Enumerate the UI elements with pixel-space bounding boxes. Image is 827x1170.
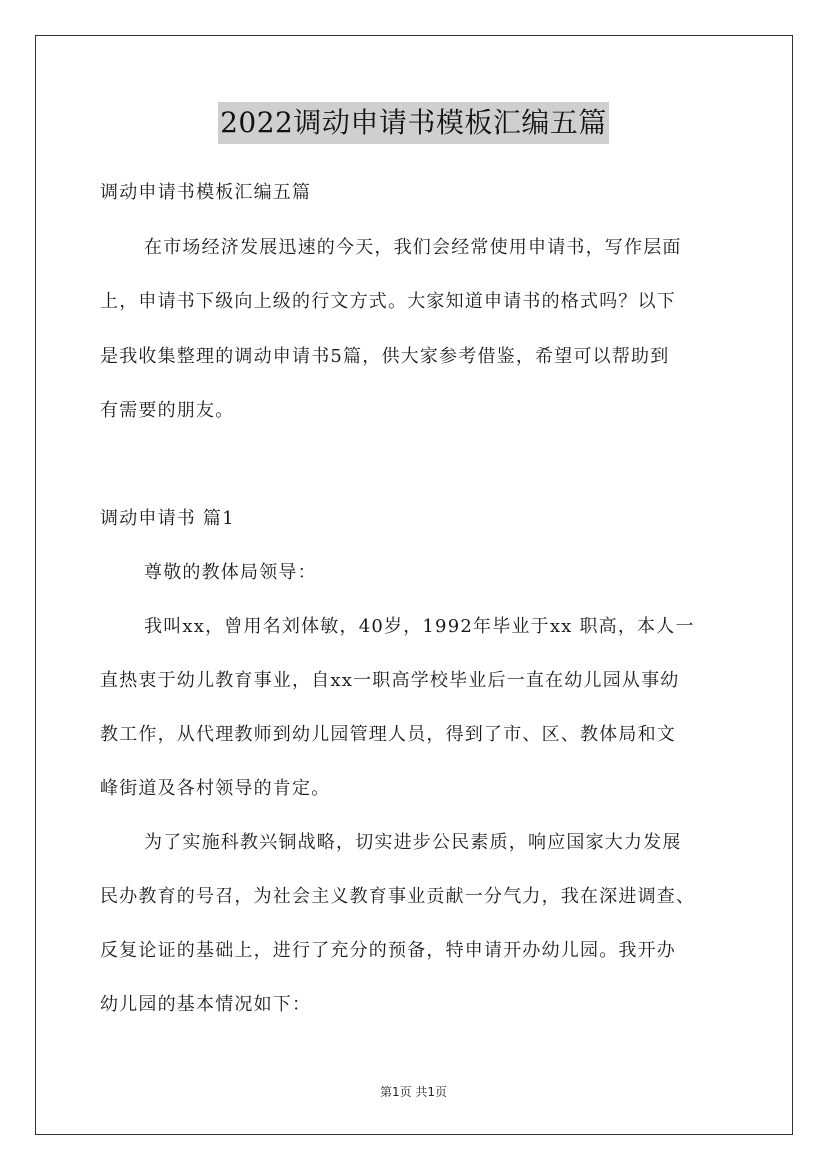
para2-line-2: 民办教育的号召，为社会主义教育事业贡献一分气力，我在深进调查、 [100, 886, 696, 907]
subtitle: 调动申请书模板汇编五篇 [100, 182, 312, 203]
para2-line-3: 反复论证的基础上，进行了充分的预备，特申请开办幼儿园。我开办 [100, 940, 676, 961]
salutation: 尊敬的教体局领导： [144, 562, 317, 583]
intro-line-4: 有需要的朋友。 [100, 400, 235, 421]
intro-line-3: 是我收集整理的调动申请书5篇，供大家参考借鉴，希望可以帮助到 [100, 346, 670, 367]
intro-line-2: 上，申请书下级向上级的行文方式。大家知道申请书的格式吗？以下 [100, 291, 676, 312]
para1-line-1: 我叫xx，曾用名刘体敏，40岁，1992年毕业于xx 职高，本人一 [144, 616, 695, 637]
document-title: 2022调动申请书模板汇编五篇 [218, 102, 609, 144]
page-footer: 第1页 共1页 [379, 1085, 448, 1099]
intro-line-1: 在市场经济发展迅速的今天，我们会经常使用申请书，写作层面 [144, 237, 682, 258]
para1-line-3: 教工作，从代理教师到幼儿园管理人员，得到了市、区、教体局和文 [100, 724, 676, 745]
section-heading: 调动申请书 篇1 [100, 508, 235, 529]
para2-line-4: 幼儿园的基本情况如下： [100, 994, 312, 1015]
para2-line-1: 为了实施科教兴铜战略，切实进步公民素质，响应国家大力发展 [144, 832, 682, 853]
para1-line-4: 峰街道及各村领导的肯定。 [100, 778, 331, 799]
para1-line-2: 直热衷于幼儿教育事业，自xx一职高学校毕业后一直在幼儿园从事幼 [100, 670, 680, 691]
